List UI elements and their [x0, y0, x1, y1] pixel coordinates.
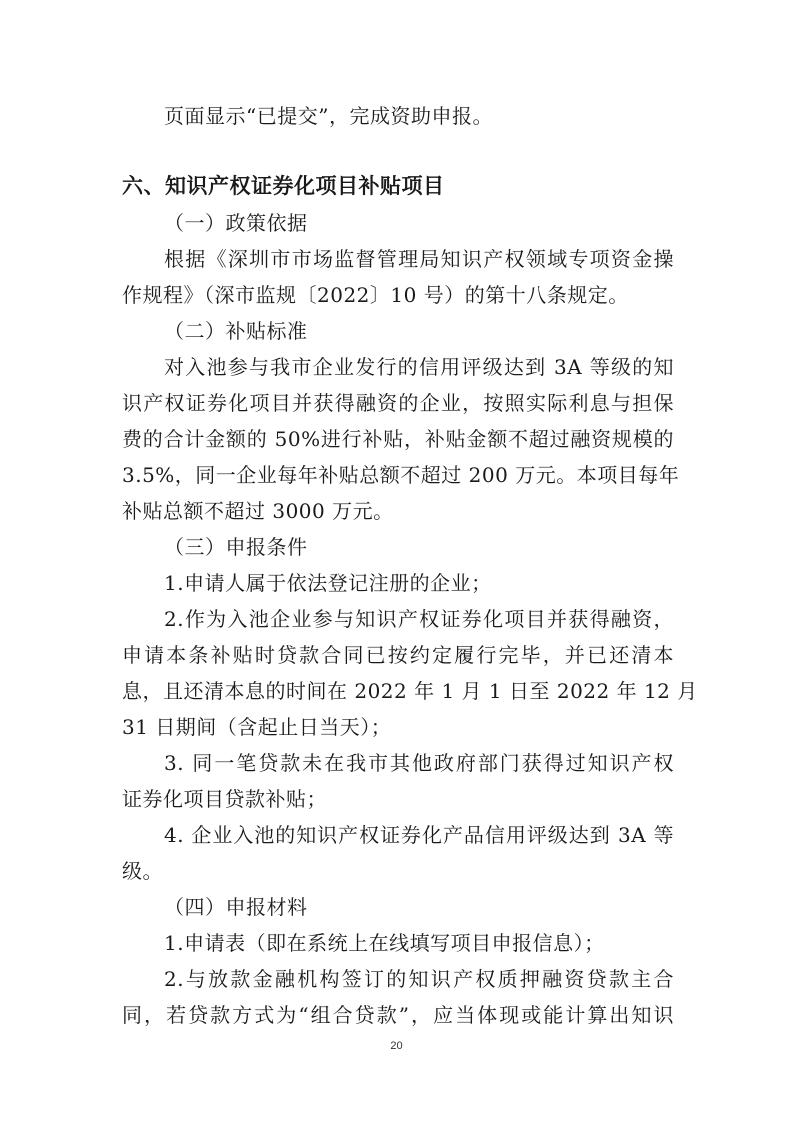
section-heading: 六、知识产权证券化项目补贴项目: [122, 174, 445, 198]
page-number: 20: [390, 1040, 403, 1052]
subsection-heading: （三）申报条件: [164, 535, 308, 559]
paragraph-line: 31 日期间（含起止日当天）；: [122, 715, 392, 739]
paragraph-line: 费的合计金额的 50%进行补贴，补贴金额不超过融资规模的: [122, 427, 674, 451]
paragraph-line: 息，且还清本息的时间在 2022 年 1 月 1 日至 2022 年 12 月: [122, 679, 698, 703]
paragraph-line: 同，若贷款方式为“组合贷款”，应当体现或能计算出知识: [122, 1003, 674, 1027]
paragraph-line: 页面显示“已提交”，完成资助申报。: [164, 104, 493, 128]
paragraph-line: 2.与放款金融机构签订的知识产权质押融资贷款主合: [164, 967, 674, 991]
paragraph-line: 识产权证券化项目并获得融资的企业，按照实际利息与担保: [122, 391, 674, 415]
paragraph-line: 级。: [122, 859, 163, 883]
subsection-heading: （一）政策依据: [164, 211, 308, 235]
paragraph-line: 申请本条补贴时贷款合同已按约定履行完毕，并已还清本: [122, 643, 674, 667]
paragraph-line: 1.申请表（即在系统上在线填写项目申报信息）；: [164, 931, 605, 955]
paragraph-line: 3.5%，同一企业每年补贴总额不超过 200 万元。本项目每年: [122, 463, 680, 487]
paragraph-line: 补贴总额不超过 3000 万元。: [122, 499, 394, 523]
subsection-heading: （二）补贴标准: [164, 319, 308, 343]
paragraph-line: 根据《深圳市市场监督管理局知识产权领域专项资金操: [164, 247, 674, 271]
paragraph-line: 4. 企业入池的知识产权证券化产品信用评级达到 3A 等: [164, 823, 674, 847]
paragraph-line: 对入池参与我市企业发行的信用评级达到 3A 等级的知: [164, 355, 674, 379]
paragraph-line: 3. 同一笔贷款未在我市其他政府部门获得过知识产权: [164, 751, 674, 775]
paragraph-line: 2.作为入池企业参与知识产权证券化项目并获得融资，: [164, 607, 674, 631]
paragraph-line: 作规程》（深市监规〔2022〕10 号）的第十八条规定。: [122, 283, 629, 307]
subsection-heading: （四）申报材料: [164, 895, 308, 919]
paragraph-line: 1.申请人属于依法登记注册的企业；: [164, 571, 492, 595]
paragraph-line: 证券化项目贷款补贴；: [122, 787, 327, 811]
